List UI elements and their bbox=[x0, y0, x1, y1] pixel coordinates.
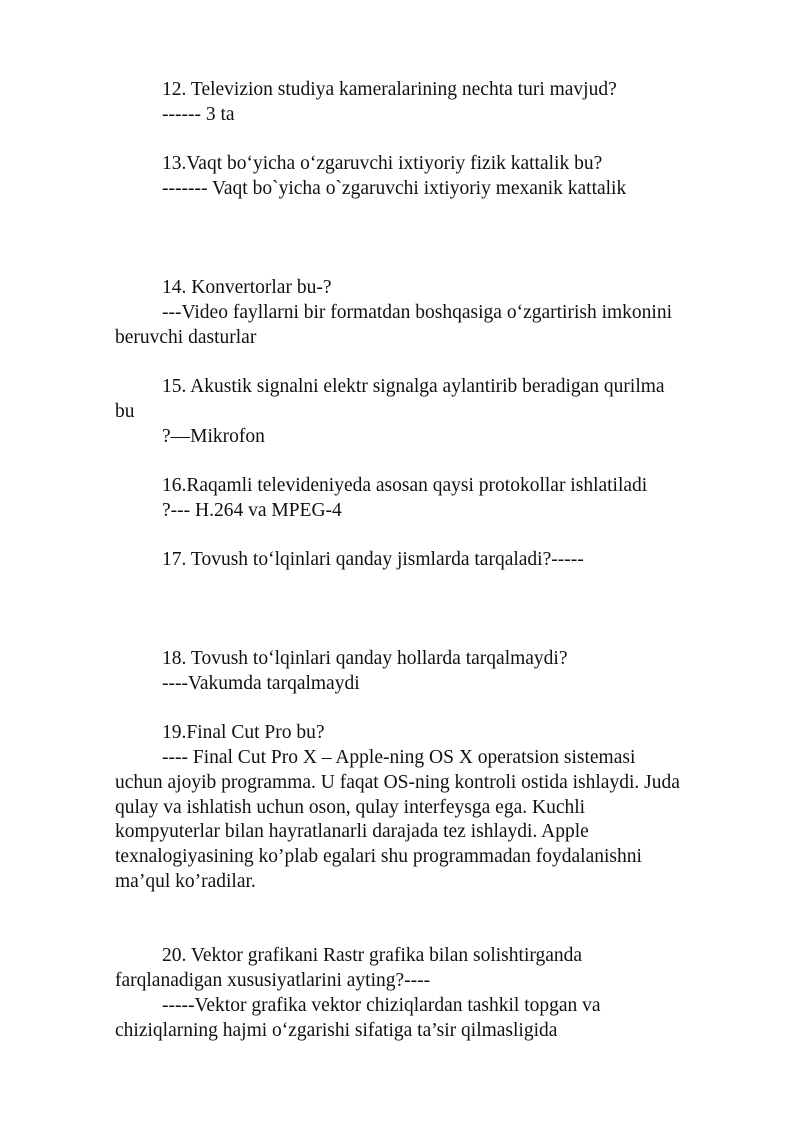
question-20-line-1: 20. Vektor grafikani Rastr grafika bilan solishtirganda bbox=[162, 945, 583, 966]
question-13: 13.Vaqt bo‘yicha o‘zgaruvchi ixtiyoriy fizik kattalik bu? bbox=[162, 153, 603, 174]
answer-19-line-2: uchun ajoyib programma. U faqat OS-ning kontroli ostida ishlaydi. Juda bbox=[115, 772, 680, 793]
question-15-line-1: 15. Akustik signalni elektr signalga aylantirib beradigan qurilma bbox=[162, 376, 665, 397]
answer-19-line-4: kompyuterlar bilan hayratlanarli darajada tez ishlaydi. Apple bbox=[115, 821, 589, 842]
question-18: 18. Tovush to‘lqinlari qanday hollarda tarqalmaydi? bbox=[162, 648, 568, 669]
answer-19-line-6: ma’qul ko’radilar. bbox=[115, 871, 256, 892]
answer-14-line-1: ---Video fayllarni bir formatdan boshqasiga o‘zgartirish imkonini bbox=[162, 302, 673, 323]
question-15-line-2: bu bbox=[115, 401, 135, 422]
question-19: 19.Final Cut Pro bu? bbox=[162, 722, 325, 743]
question-16: 16.Raqamli televideniyeda asosan qaysi protokollar ishlatiladi bbox=[162, 475, 648, 496]
answer-20-line-2: chiziqlarning hajmi o‘zgarishi sifatiga ta’sir qilmasligida bbox=[115, 1020, 558, 1041]
answer-19-line-1: ---- Final Cut Pro X – Apple-ning OS X operatsion sistemasi bbox=[162, 747, 636, 768]
answer-18: ----Vakumda tarqalmaydi bbox=[162, 673, 360, 694]
answer-20-line-1: -----Vektor grafika vektor chiziqlardan tashkil topgan va bbox=[162, 995, 601, 1016]
answer-13: ------- Vaqt bo`yicha o`zgaruvchi ixtiyoriy mexanik kattalik bbox=[162, 178, 627, 199]
question-20-line-2: farqlanadigan xususiyatlarini ayting?---- bbox=[115, 970, 431, 991]
answer-19-line-5: texnalogiyasining ko’plab egalari shu programmadan foydalanishni bbox=[115, 846, 642, 867]
answer-16: ?--- H.264 va MPEG-4 bbox=[162, 500, 342, 521]
question-14: 14. Konvertorlar bu-? bbox=[162, 277, 332, 298]
answer-12: ------ 3 ta bbox=[162, 104, 235, 125]
answer-19-line-3: qulay va ishlatish uchun oson, qulay interfeysga ega. Kuchli bbox=[115, 797, 586, 818]
answer-15: ?—Mikrofon bbox=[162, 426, 265, 447]
answer-14-line-2: beruvchi dasturlar bbox=[115, 327, 257, 348]
question-12: 12. Televizion studiya kameralarining nechta turi mavjud? bbox=[162, 79, 617, 100]
question-17: 17. Tovush to‘lqinlari qanday jismlarda tarqaladi?----- bbox=[162, 549, 584, 570]
